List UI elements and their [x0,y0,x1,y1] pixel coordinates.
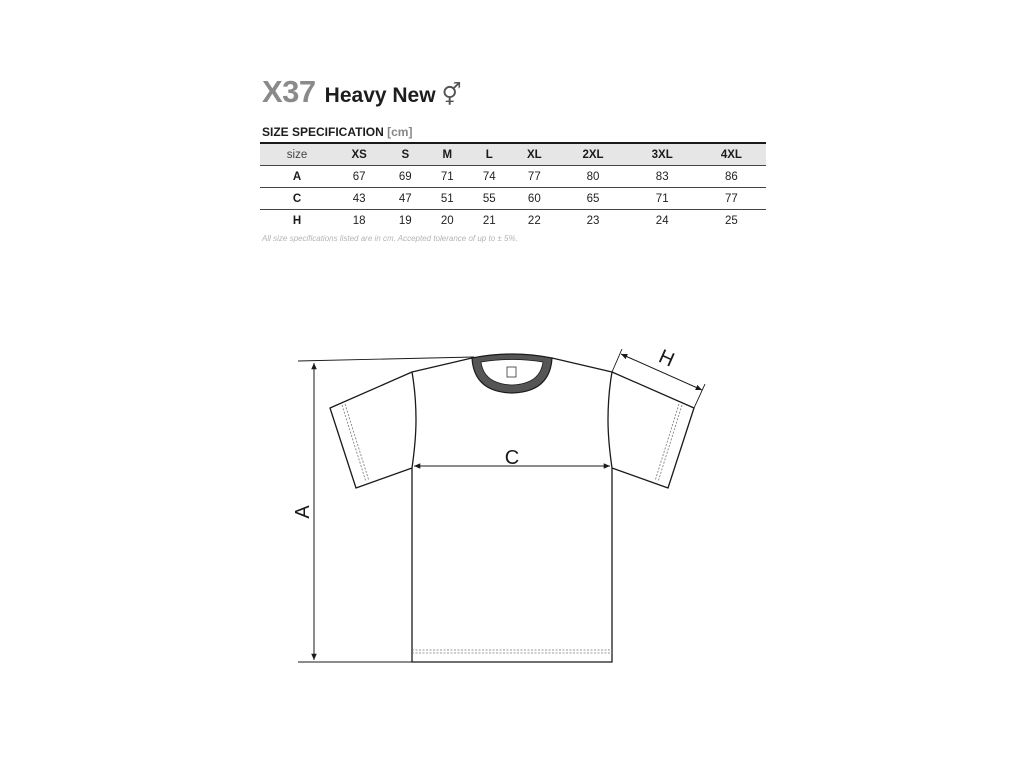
table-cell: 74 [482,170,496,183]
sleeve-stitch [342,405,366,482]
table-cell: 51 [440,192,454,205]
size-header-cell: S [401,148,410,161]
size-spec-title: SIZE SPECIFICATION [262,125,384,139]
table-cell: 47 [398,192,412,205]
table-cell: 77 [527,170,541,183]
table-cell: 21 [482,214,496,227]
table-cell: 24 [655,214,669,227]
size-header-cell: size [286,148,308,161]
table-cell: 71 [655,192,669,205]
table-cell: 65 [586,192,600,205]
row-label: C [292,192,302,205]
size-header-cell: 4XL [720,148,742,161]
table-cell: 69 [398,170,412,183]
sleeve-stitch [658,405,682,482]
table-cell: 86 [724,170,738,183]
table-cell: 22 [527,214,541,227]
size-header-cell: M [442,148,453,161]
size-header-cell: XL [526,148,542,161]
dimension-c-label: C [504,447,520,469]
size-spec-unit: [cm] [387,125,413,139]
table-cell: 20 [440,214,454,227]
size-header-cell: 2XL [582,148,604,161]
tshirt-body-outline [412,468,612,662]
table-cell: 80 [586,170,600,183]
model-name: Heavy New [324,84,436,107]
table-cell: 83 [655,170,669,183]
table-cell: 19 [398,214,412,227]
unisex-icon: ⚥ [441,82,462,107]
neck-label-icon [507,367,516,377]
left-sleeve-outline [330,358,472,488]
dimension-a-ext-top [298,357,474,361]
table-cell: 60 [527,192,541,205]
table-cell: 55 [482,192,496,205]
table-cell: 23 [586,214,600,227]
table-cell: 25 [724,214,738,227]
dimension-h-label: H [655,345,678,372]
row-label: H [292,214,302,227]
table-cell: 71 [440,170,454,183]
dimension-a-label: A [292,505,314,519]
sleeve-stitch [345,404,369,481]
table-cell: 43 [352,192,366,205]
row-label: A [292,170,302,183]
sleeve-stitch [655,404,679,481]
table-cell: 18 [352,214,366,227]
size-header-cell: XS [351,148,367,161]
table-cell: 67 [352,170,366,183]
table-cell: 77 [724,192,738,205]
size-header-cell: L [485,148,493,161]
model-code: X37 [262,74,316,109]
tolerance-note: All size specifications listed are in cm. Accepted tolerance of up to ± 5%. [262,234,518,243]
dimension-h-ext [612,349,622,372]
size-header-cell: 3XL [651,148,673,161]
